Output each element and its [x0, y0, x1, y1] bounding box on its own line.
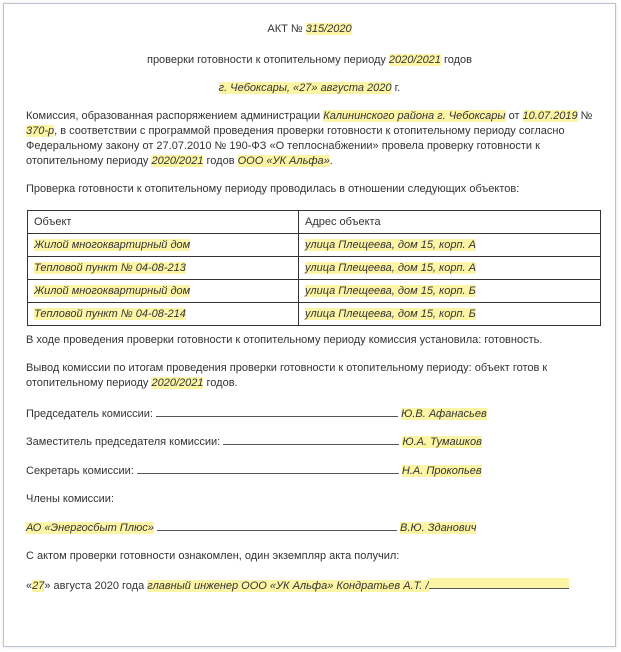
deputy-name: Ю.А. Тумашков [402, 436, 482, 448]
established-result: В ходе проведения проверки готовности к отопительному периоду комиссия установила: готовность. [26, 334, 543, 346]
chair-signature: Председатель комиссии: Ю.В. Афанасьев [26, 408, 487, 420]
chair-name: Ю.В. Афанасьев [401, 408, 487, 420]
secretary-name: Н.А. Прокопьев [401, 465, 482, 477]
table-row [28, 280, 601, 303]
objects-table [27, 210, 601, 326]
deputy-signature: Заместитель председателя комиссии: Ю.А. Тумашков [26, 436, 482, 448]
object-cell: Тепловой пункт № 04-08-214 [34, 308, 186, 320]
order-number: 370-р [26, 125, 55, 137]
place-and-date: г. Чебоксары, «27» августа 2020 г. [218, 82, 401, 94]
acknowledgement-text: С актом проверки готовности ознакомлен, один экземпляр акта получил: [26, 550, 400, 562]
address-cell: улица Плещеева, дом 15, корп. А [305, 262, 476, 274]
column-header-address: Адрес объекта [299, 211, 601, 234]
table-row [28, 257, 601, 280]
organization-name: ООО «УК Альфа» [237, 155, 330, 167]
object-cell: Жилой многоквартирный дом [34, 285, 191, 297]
order-date: 10.07.2019 [522, 110, 578, 122]
address-cell: улица Плещеева, дом 15, корп. Б [305, 308, 476, 320]
column-header-object: Объект [28, 211, 299, 234]
member-signature [26, 520, 476, 535]
conclusion-paragraph: Вывод комиссии по итогам проведения проверки готовности к отопительному периоду: объект готов к отопительному периоду 2020/2021 годов. [26, 362, 548, 389]
members-label: Члены комиссии: [26, 493, 115, 505]
object-cell: Тепловой пункт № 04-08-213 [34, 262, 186, 274]
table-row [28, 234, 601, 257]
member-name: В.Ю. Зданович [399, 522, 477, 534]
heating-period: 2020/2021 [388, 54, 441, 66]
member-organization: АО «Энергосбыт Плюс» [26, 522, 154, 534]
receiver-name: главный инженер ООО «УК Альфа» Кондратьев А.Т. / [147, 580, 429, 592]
signature-line [137, 463, 399, 474]
objects-intro: Проверка готовности к отопительному периоду проводилась в отношении следующих объектов: [26, 183, 520, 195]
document-page [3, 3, 616, 647]
secretary-signature: Секретарь комиссии: Н.А. Прокопьев [26, 465, 482, 477]
receipt-line: «27» августа 2020 года главный инженер ООО «УК Альфа» Кондратьев А.Т. / [26, 578, 569, 593]
signature-line [429, 578, 569, 589]
document-title: АКТ № 315/2020 [267, 23, 352, 35]
signature-line [223, 434, 399, 445]
administration-name: Калининского района г. Чебоксары [323, 110, 506, 122]
act-number: 315/2020 [305, 23, 352, 35]
object-cell: Жилой многоквартирный дом [34, 239, 191, 251]
address-cell: улица Плещеева, дом 15, корп. А [305, 239, 476, 251]
signature-line [156, 406, 398, 417]
intro-paragraph: Комиссия, образованная распоряжением администрации Калининского района г. Чебоксары от 10.07.2019 № 370-р, в соответствии с программой проведения проверки готовности к отопительному периоду согласно Федеральному закону от 27.07.2010 № 190-ФЗ «О теплоснабжении» провела проверку готовности к отопительному периоду 2020/2021 годов ООО «УК Альфа». [26, 110, 593, 167]
signature-line [157, 520, 397, 531]
address-cell: улица Плещеева, дом 15, корп. Б [305, 285, 476, 297]
document-subtitle: проверки готовности к отопительному периоду 2020/2021 годов [146, 54, 473, 66]
table-header-row [28, 211, 601, 234]
table-row [28, 303, 601, 326]
